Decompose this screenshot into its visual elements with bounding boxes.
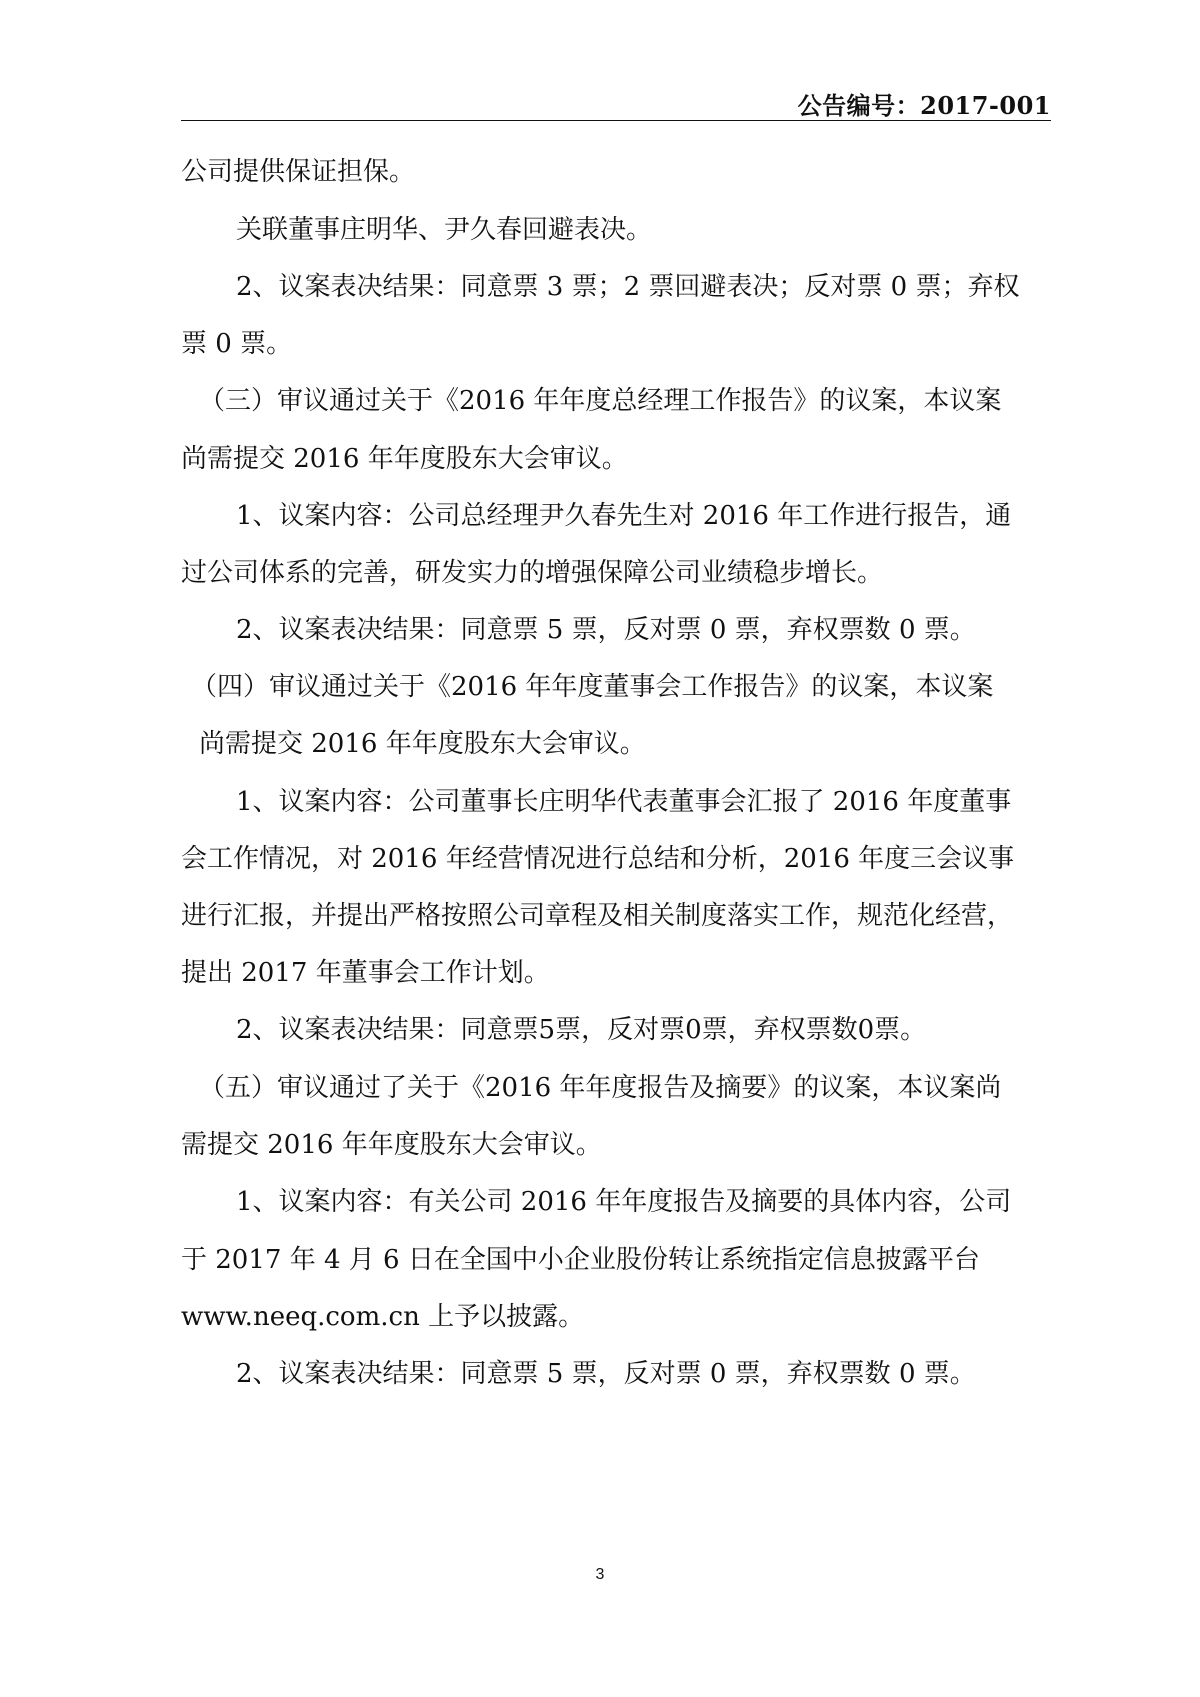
text-line: 票 0 票。 [181, 329, 293, 359]
text-line: 会工作情况，对 2016 年经营情况进行总结和分析，2016 年度三会议事 [181, 844, 1015, 874]
text-line: 过公司体系的完善，研发实力的增强保障公司业绩稳步增长。 [181, 558, 884, 588]
section-heading: （四）审议通过关于《2016 年年度董事会工作报告》的议案，本议案 [191, 672, 994, 702]
text-line: 提出 2017 年董事会工作计划。 [181, 958, 550, 988]
announcement-number: 公告编号：2017-001 [797, 91, 1051, 120]
text-line: 1、议案内容：有关公司 2016 年年度报告及摘要的具体内容，公司 [236, 1187, 1012, 1217]
page-header [181, 84, 1051, 121]
text-line: 进行汇报，并提出严格按照公司章程及相关制度落实工作，规范化经营， [181, 901, 1014, 931]
text-line: 2、议案表决结果：同意票 3 票；2 票回避表决；反对票 0 票；弃权 [236, 272, 1020, 302]
page-number: 3 [595, 1566, 605, 1583]
section-heading: （三）审议通过关于《2016 年年度总经理工作报告》的议案，本议案 [199, 386, 1002, 416]
text-line: 关联董事庄明华、尹久春回避表决。 [236, 215, 653, 245]
text-line: 需提交 2016 年年度股东大会审议。 [181, 1130, 602, 1160]
text-line: www.neeq.com.cn 上予以披露。 [181, 1302, 585, 1332]
text-line: 2、议案表决结果：同意票 5 票，反对票 0 票，弃权票数 0 票。 [236, 615, 976, 645]
text-line: 1、议案内容：公司总经理尹久春先生对 2016 年工作进行报告，通 [236, 501, 1012, 531]
section-heading: （五）审议通过了关于《2016 年年度报告及摘要》的议案，本议案尚 [199, 1073, 1002, 1103]
text-line: 1、议案内容：公司董事长庄明华代表董事会汇报了 2016 年度董事 [236, 787, 1012, 817]
text-line: 公司提供保证担保。 [181, 157, 416, 187]
text-line: 2、议案表决结果：同意票 5 票，反对票 0 票，弃权票数 0 票。 [236, 1359, 976, 1389]
text-line: 尚需提交 2016 年年度股东大会审议。 [199, 729, 646, 759]
text-line: 尚需提交 2016 年年度股东大会审议。 [181, 444, 628, 474]
text-line: 2、议案表决结果：同意票5票，反对票0票，弃权票数0票。 [236, 1015, 927, 1045]
text-line: 于 2017 年 4 月 6 日在全国中小企业股份转让系统指定信息披露平台 [181, 1245, 980, 1275]
